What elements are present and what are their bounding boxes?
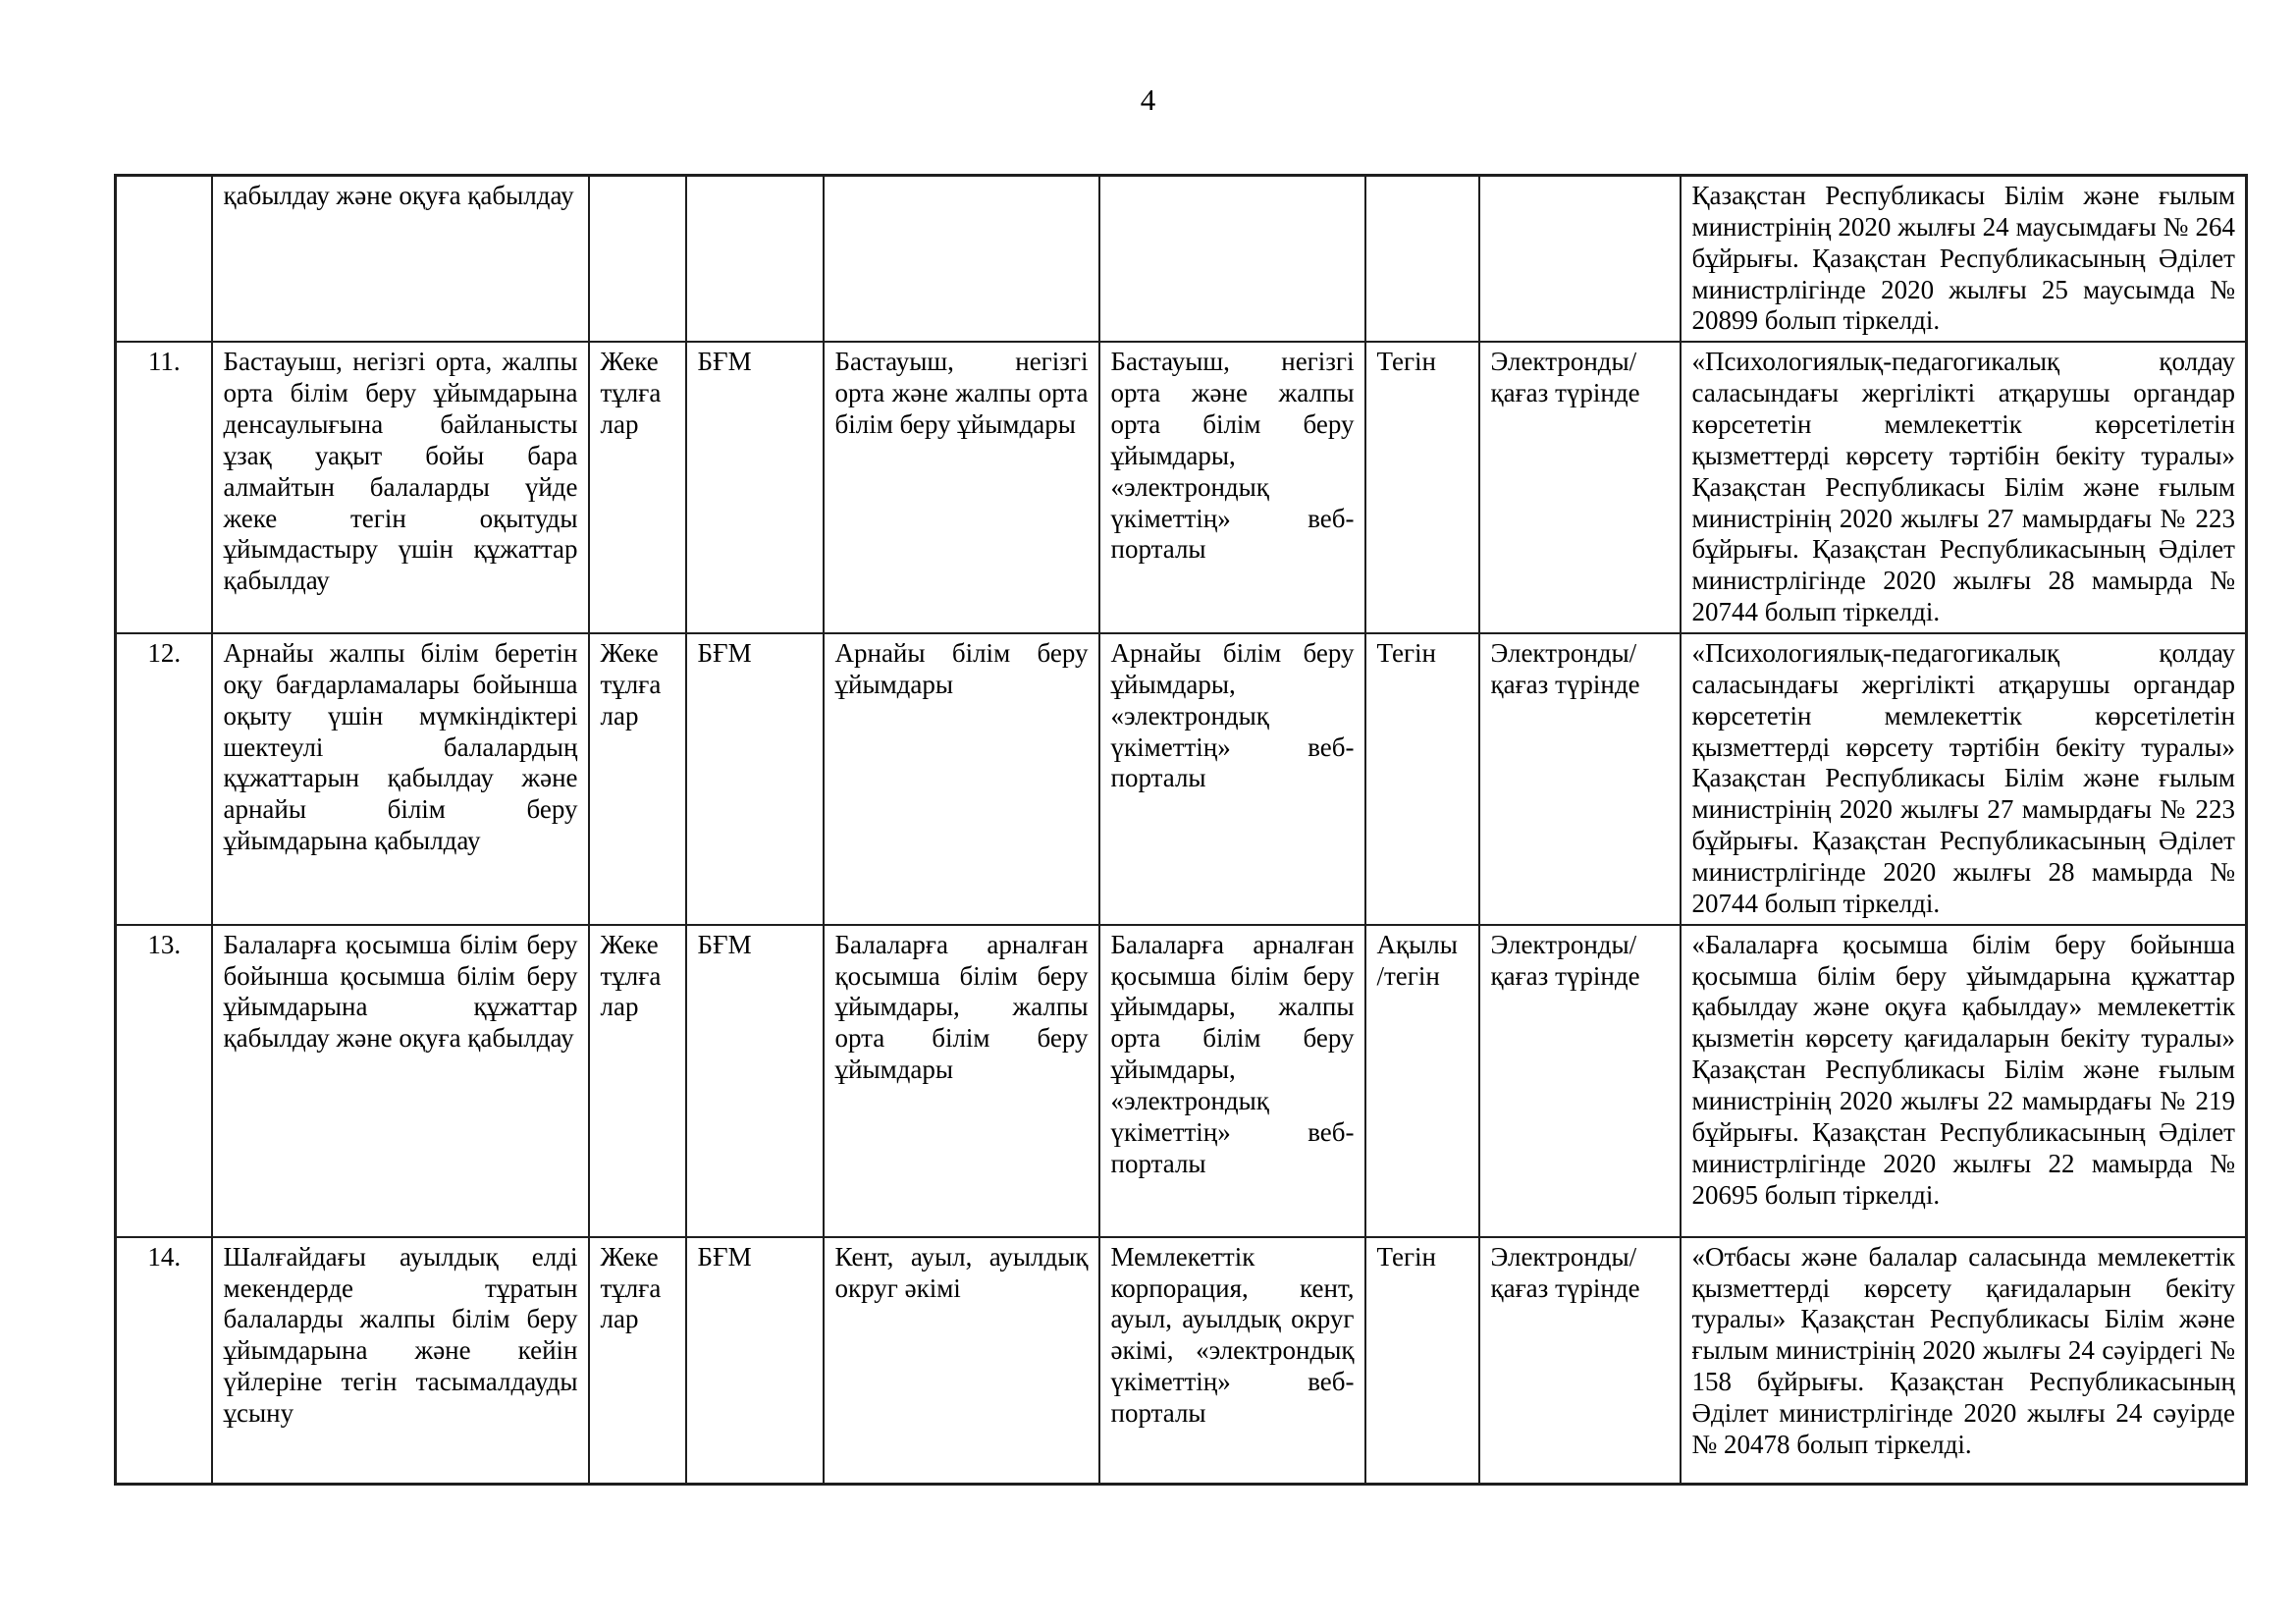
cell-organization	[824, 176, 1099, 343]
cell-fee: Ақылы /тегін	[1365, 925, 1479, 1237]
cell-legal-basis: «Психологиялық-педагогикалық қолдау саласындағы жергілікті атқарушы органдар көрсететін мемлекеттік көрсетілетін қызметтерді көрсету тәртібін бекіту туралы» Қазақстан Республикасы Білім және ғылым министрінің 2020 жылғы 27 мамырдағы № 223 бұйрығы. Қазақстан Республикасының Әділет министрлігінде 2020 жылғы 28 мамырда № 20744 болып тіркелді.	[1681, 342, 2247, 633]
cell-legal-basis: «Психологиялық-педагогикалық қолдау саласындағы жергілікті атқарушы органдар көрсететін мемлекеттік көрсетілетін қызметтерді көрсету тәртібін бекіту туралы» Қазақстан Республикасы Білім және ғылым министрінің 2020 жылғы 27 мамырдағы № 223 бұйрығы. Қазақстан Республикасының Әділет министрлігінде 2020 жылғы 28 мамырда № 20744 болып тіркелді.	[1681, 633, 2247, 925]
cell-service-name: Арнайы жалпы білім беретін оқу бағдарламалары бойынша оқыту үшін мүмкіндіктері шектеулі балалардың құжаттарын қабылдау және арнайы білім беру ұйымдарына қабылдау	[212, 633, 589, 925]
cell-fee: Тегін	[1365, 633, 1479, 925]
page-number: 4	[1140, 82, 1156, 117]
cell-provider: БҒМ	[686, 925, 824, 1237]
cell-row-number: 11.	[116, 342, 212, 633]
cell-applicant: Жеке тұлға лар	[589, 1237, 686, 1485]
cell-row-number: 13.	[116, 925, 212, 1237]
cell-applicant: Жеке тұлға лар	[589, 925, 686, 1237]
cell-row-number	[116, 176, 212, 343]
cell-fee	[1365, 176, 1479, 343]
cell-provider: БҒМ	[686, 342, 824, 633]
cell-delivery-channel	[1099, 176, 1365, 343]
cell-service-name: Шалғайдағы ауылдық елді мекендерде тұратын балаларды жалпы білім беру ұйымдарына және кейін үйлеріне тегін тасымалдауды ұсыну	[212, 1237, 589, 1485]
cell-organization: Кент, ауыл, ауылдық округ әкімі	[824, 1237, 1099, 1485]
cell-provider	[686, 176, 824, 343]
table-row	[116, 176, 2247, 343]
cell-legal-basis: Қазақстан Республикасы Білім және ғылым министрінің 2020 жылғы 24 маусымдағы № 264 бұйрығы. Қазақстан Республикасының Әділет министрлігінде 2020 жылғы 25 маусымда № 20899 болып тіркелді.	[1681, 176, 2247, 343]
cell-applicant: Жеке тұлға лар	[589, 633, 686, 925]
cell-organization: Балаларға арналған қосымша білім беру ұйымдары, жалпы орта білім беру ұйымдары	[824, 925, 1099, 1237]
table-row	[116, 342, 2247, 633]
document-table	[114, 174, 2248, 1486]
cell-form: Электронды/ қағаз түрінде	[1479, 633, 1681, 925]
cell-delivery-channel: Мемлекеттік корпорация, кент, ауыл, ауылдық округ әкімі, «электрондық үкіметтің» веб-порталы	[1099, 1237, 1365, 1485]
cell-delivery-channel: Бастауыш, негізгі орта және жалпы орта білім беру ұйымдары, «электрондық үкіметтің» веб-порталы	[1099, 342, 1365, 633]
table-row	[116, 1237, 2247, 1485]
cell-applicant: Жеке тұлға лар	[589, 342, 686, 633]
cell-provider: БҒМ	[686, 1237, 824, 1485]
cell-organization: Бастауыш, негізгі орта және жалпы орта білім беру ұйымдары	[824, 342, 1099, 633]
cell-row-number: 14.	[116, 1237, 212, 1485]
cell-provider: БҒМ	[686, 633, 824, 925]
cell-service-name: Балаларға қосымша білім беру бойынша қосымша білім беру ұйымдарына құжаттар қабылдау және оқуға қабылдау	[212, 925, 589, 1237]
cell-organization: Арнайы білім беру ұйымдары	[824, 633, 1099, 925]
cell-legal-basis: «Отбасы және балалар саласында мемлекеттік қызметтерді көрсету қағидаларын бекіту туралы» Қазақстан Республикасы Білім және ғылым министрінің 2020 жылғы 24 сәуірдегі № 158 бұйрығы. Қазақстан Республикасының Әділет министрлігінде 2020 жылғы 24 сәуірде № 20478 болып тіркелді.	[1681, 1237, 2247, 1485]
cell-fee: Тегін	[1365, 342, 1479, 633]
cell-legal-basis: «Балаларға қосымша білім беру бойынша қосымша білім беру ұйымдарына құжаттар қабылдау және оқуға қабылдау» мемлекеттік қызметін көрсету қағидаларын бекіту туралы» Қазақстан Республикасы Білім және ғылым министрінің 2020 жылғы 22 мамырдағы № 219 бұйрығы. Қазақстан Республикасының Әділет министрлігінде 2020 жылғы 22 мамырда № 20695 болып тіркелді.	[1681, 925, 2247, 1237]
cell-service-name: қабылдау және оқуға қабылдау	[212, 176, 589, 343]
cell-form: Электронды/ қағаз түрінде	[1479, 342, 1681, 633]
cell-service-name: Бастауыш, негізгі орта, жалпы орта білім беру ұйымдарына денсаулығына байланысты ұзақ уақыт бойы бара алмайтын балаларды үйде жеке тегін оқытуды ұйымдастыру үшін құжаттар қабылдау	[212, 342, 589, 633]
cell-form: Электронды/ қағаз түрінде	[1479, 1237, 1681, 1485]
cell-form	[1479, 176, 1681, 343]
table-row	[116, 925, 2247, 1237]
cell-delivery-channel: Балаларға арналған қосымша білім беру ұйымдары, жалпы орта білім беру ұйымдары, «электрондық үкіметтің» веб-порталы	[1099, 925, 1365, 1237]
cell-delivery-channel: Арнайы білім беру ұйымдары, «электрондық үкіметтің» веб-порталы	[1099, 633, 1365, 925]
cell-applicant	[589, 176, 686, 343]
cell-fee: Тегін	[1365, 1237, 1479, 1485]
cell-form: Электронды/ қағаз түрінде	[1479, 925, 1681, 1237]
table-row	[116, 633, 2247, 925]
cell-row-number: 12.	[116, 633, 212, 925]
